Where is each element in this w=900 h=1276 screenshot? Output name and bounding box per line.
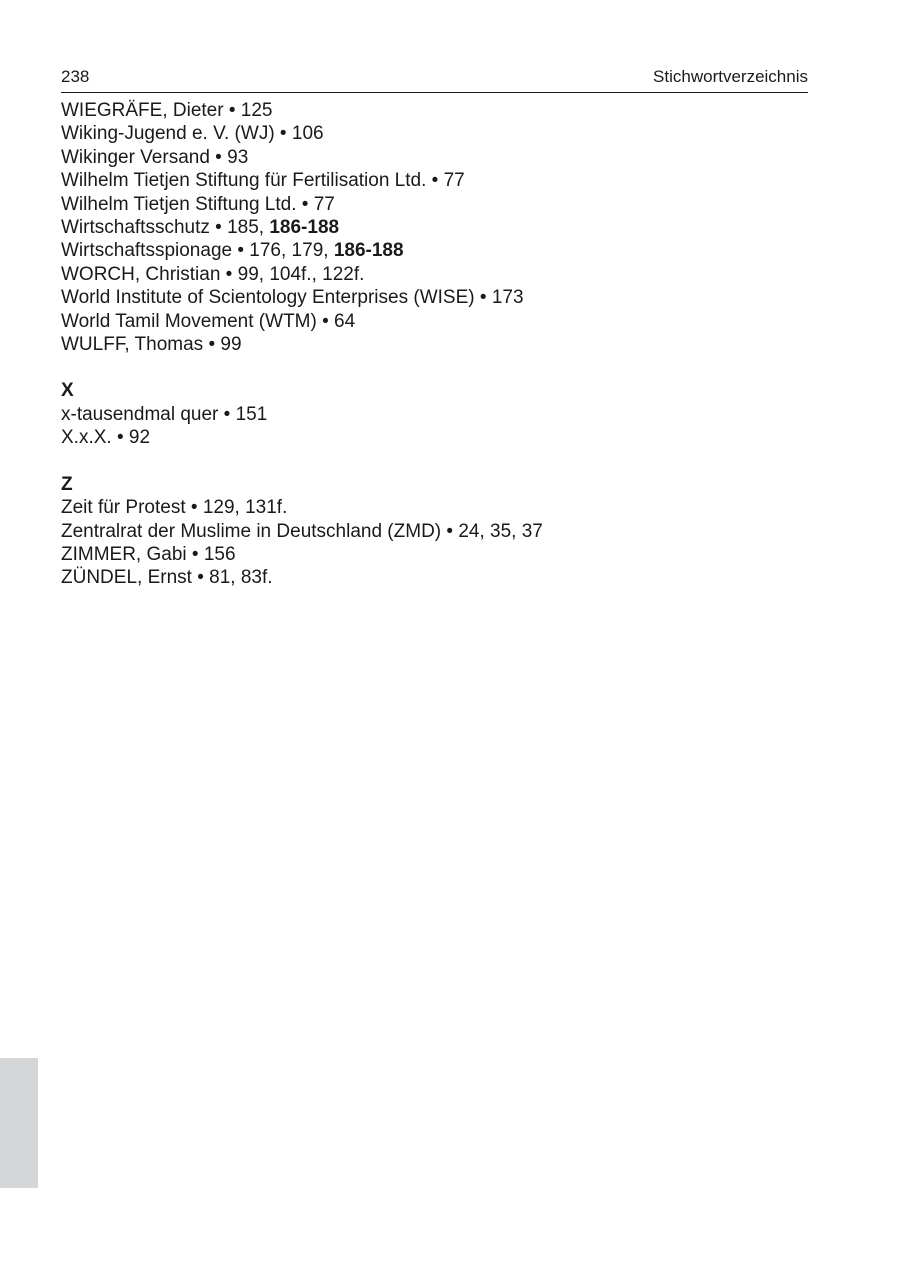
index-entry bbox=[61, 216, 821, 239]
index-body bbox=[61, 99, 821, 590]
index-entry bbox=[61, 99, 821, 122]
index-entry bbox=[61, 403, 821, 426]
entry-main-page-refs: 186-188 bbox=[333, 240, 404, 262]
entry-page-refs: 99 bbox=[220, 334, 242, 356]
bullet-separator: • bbox=[185, 497, 203, 519]
entry-term: World Tamil Movement (WTM) bbox=[61, 310, 317, 332]
entry-term: Wirtschaftsspionage bbox=[61, 240, 233, 262]
entry-page-refs: 93 bbox=[227, 146, 249, 168]
entry-term: Zeit für Protest bbox=[61, 497, 186, 519]
index-group bbox=[61, 473, 821, 590]
entry-page-refs: 176, 179, bbox=[249, 240, 334, 262]
entry-term: Wilhelm Tietjen Stiftung Ltd. bbox=[61, 193, 297, 215]
bullet-separator: • bbox=[232, 240, 250, 262]
entry-page-refs: 106 bbox=[291, 123, 324, 145]
index-entry bbox=[61, 146, 821, 169]
entry-page-refs: 173 bbox=[491, 287, 524, 309]
index-entry bbox=[61, 169, 821, 192]
bullet-separator: • bbox=[209, 217, 228, 239]
index-entry bbox=[61, 543, 821, 566]
index-entry bbox=[61, 520, 821, 543]
index-entry bbox=[61, 286, 821, 309]
entry-page-refs: 77 bbox=[443, 170, 465, 192]
entry-term: Zentralrat der Muslime in Deutschland (ZMD) bbox=[61, 520, 442, 542]
entry-page-refs: 129, 131f. bbox=[202, 497, 288, 519]
bullet-separator: • bbox=[186, 543, 204, 565]
entry-page-refs: 92 bbox=[128, 427, 151, 449]
letter-heading: Z bbox=[61, 473, 73, 495]
index-group bbox=[61, 99, 821, 356]
entry-term: x-tausendmal quer bbox=[61, 403, 219, 425]
entry-page-refs: 77 bbox=[313, 193, 335, 215]
index-entry bbox=[61, 310, 821, 333]
entry-page-refs: 64 bbox=[334, 310, 356, 332]
entry-term: Wilhelm Tietjen Stiftung für Fertilisation Ltd. bbox=[61, 170, 427, 192]
bullet-separator: • bbox=[426, 170, 444, 192]
bullet-separator: • bbox=[296, 193, 314, 215]
entry-main-page-refs: 186-188 bbox=[269, 217, 340, 239]
page-header bbox=[61, 64, 808, 93]
entry-term: WULFF, Thomas bbox=[61, 334, 204, 356]
index-entry bbox=[61, 193, 821, 216]
entry-term: WORCH, Christian bbox=[61, 263, 221, 285]
bullet-separator: • bbox=[220, 263, 238, 285]
entry-term: Wikinger Versand bbox=[61, 146, 210, 168]
thumb-tab bbox=[0, 1058, 38, 1188]
index-entry bbox=[61, 566, 821, 589]
entry-page-refs: 185, bbox=[227, 217, 270, 239]
entry-page-refs: 125 bbox=[240, 100, 273, 121]
index-group bbox=[61, 379, 821, 449]
bullet-separator: • bbox=[111, 427, 129, 449]
index-entry bbox=[61, 333, 821, 356]
bullet-separator: • bbox=[218, 403, 236, 425]
index-entry bbox=[61, 496, 821, 519]
entry-term: ZÜNDEL, Ernst bbox=[61, 567, 192, 589]
entry-page-refs: 81, 83f. bbox=[209, 567, 273, 589]
bullet-separator: • bbox=[474, 287, 492, 309]
letter-heading: X bbox=[61, 380, 74, 402]
entry-term: WIEGRÄFE, Dieter bbox=[61, 100, 224, 121]
bullet-separator: • bbox=[441, 520, 459, 542]
entry-page-refs: 156 bbox=[203, 543, 236, 565]
index-entry bbox=[61, 426, 821, 449]
index-entry bbox=[61, 122, 821, 145]
running-title: Stichwortverzeichnis bbox=[653, 67, 808, 86]
entry-term: World Institute of Scientology Enterprises (WISE) bbox=[61, 287, 475, 309]
index-entry bbox=[61, 239, 821, 262]
entry-page-refs: 99, 104f., 122f. bbox=[237, 263, 365, 285]
page-number: 238 bbox=[61, 67, 90, 86]
bullet-separator: • bbox=[274, 123, 292, 145]
bullet-separator: • bbox=[223, 100, 241, 121]
entry-page-refs: 24, 35, 37 bbox=[458, 520, 543, 542]
entry-page-refs: 151 bbox=[235, 403, 268, 425]
index-entry bbox=[61, 263, 821, 286]
entry-term: Wirtschaftsschutz bbox=[61, 217, 210, 239]
bullet-separator: • bbox=[209, 146, 228, 168]
entry-term: ZIMMER, Gabi bbox=[61, 543, 187, 565]
bullet-separator: • bbox=[203, 334, 221, 356]
entry-term: Wiking-Jugend e. V. (WJ) bbox=[61, 123, 275, 145]
bullet-separator: • bbox=[191, 567, 210, 589]
bullet-separator: • bbox=[316, 310, 335, 332]
entry-term: X.x.X. bbox=[61, 427, 112, 449]
